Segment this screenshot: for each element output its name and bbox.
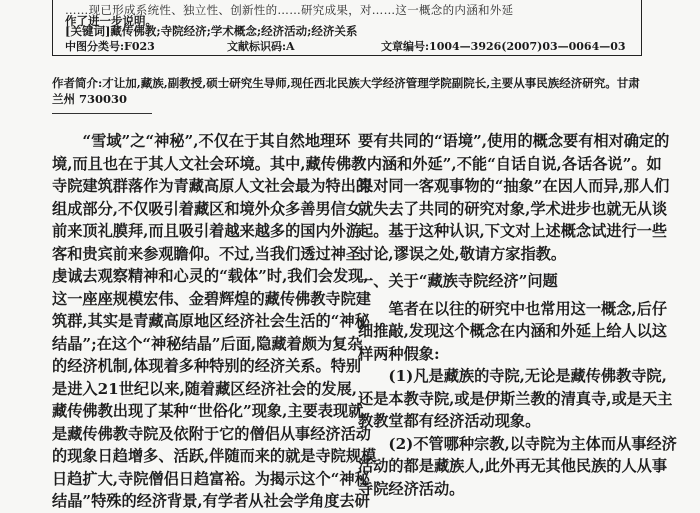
text-line: 就失去了共同的研究对象,学术进步也就无从谈 [358, 199, 668, 218]
text-line: 日趋扩大,寺院僧侣日趋富裕。为揭示这个“神秘 [52, 469, 370, 488]
text-line: 要有共同的“语境”,使用的概念要有相对确定的 [358, 132, 670, 150]
document-code: 文献标识码:A [227, 40, 295, 53]
text-line: 讨论,谬误之处,敬请方家指教。 [358, 244, 567, 263]
text-line: 的经济机制,体现着多种特别的经济关系。特别 [52, 357, 362, 375]
article-number: 文章编号:1004—3926(2007)03—0064—03 [381, 40, 626, 53]
text-line: 笔者在以往的研究中也常用这一概念,后仔 [388, 299, 668, 318]
text-line: 是藏传佛教寺院及依附于它的僧侣从事经济活动 [52, 424, 371, 443]
text-line: 结晶”特殊的经济背景,有学者从社会学角度去研 [52, 492, 370, 510]
text-line: 境,而且也在于其人文社会环境。其中,藏传佛教 [52, 154, 367, 173]
text-line: 细推敲,发现这个概念在内涵和外延上给人以这 [358, 322, 668, 340]
text-line: “内涵和外延”,不能“自话自说,各话各说”。如 [358, 154, 662, 173]
text-line: 结晶”;在这个“神秘结晶”后面,隐藏着颇为复杂 [52, 334, 363, 353]
abstract-box [52, 0, 642, 56]
text-line: 样两种假象: [358, 344, 440, 363]
abstract-text: ……现已形成系统性、独立性、创新性的……研究成果，对……这一概念的内涵和外延 [65, 3, 514, 17]
text-line: 前来顶礼膜拜,而且吸引着越来越多的国内外游 [52, 222, 362, 240]
text-line: 寺院建筑群落作为青藏高原人文社会最为特出的 [52, 177, 371, 195]
text-line: 是进入21世纪以来,随着藏区经济社会的发展, [52, 379, 358, 398]
text-line: (1)凡是藏族的寺院,无论是藏传佛教寺院, [388, 367, 667, 385]
text-line: 教教堂都有经济活动现象。 [358, 412, 541, 430]
text-line: 筑群,其实是青藏高原地区经济社会生活的“神秘 [52, 312, 370, 330]
text-line: 组成部分,不仅吸引着藏区和境外众多善男信女 [52, 199, 362, 218]
text-line: 虔诚去观察精神和心灵的“载体”时,我们会发现, [52, 267, 369, 285]
author-note: 作者简介:才让加,藏族,副教授,硕士研究生导师,现任西北民族大学经济管理学院副院长,主要从事民族经济研究。甘肃 兰州 730030 [52, 76, 640, 106]
text-line: 寺院经济活动。 [358, 479, 465, 498]
right-column [358, 130, 677, 500]
text-line: 起。基于这种认识,下文对上述概念试进行一些 [358, 222, 668, 240]
footnote-rule [52, 113, 152, 114]
text-line: 果对同一客观事物的“抽象”在因人而异,那人们 [358, 177, 670, 195]
left-column [52, 130, 377, 513]
section-heading: 一、关于“藏族寺院经济”问题 [358, 272, 558, 290]
text-line: 还是本教寺院,或是伊斯兰教的清真寺,或是天主 [358, 389, 673, 408]
text-line: 活动的都是藏族人,此外再无其他民族的人从事 [358, 457, 668, 475]
text-line: 客和贵宾前来参观瞻仰。不过,当我们透过神圣、 [52, 244, 377, 263]
text-line: 这一座座规模宏伟、金碧辉煌的藏传佛教寺院建 [52, 289, 371, 308]
clc-number: 中图分类号:F023 [65, 40, 155, 53]
keywords: [关键词]藏传佛教;寺院经济;学术概念;经济活动;经济关系 [65, 24, 358, 38]
text-line: 的现象日趋增多、活跃,伴随而来的就是寺院规模 [52, 447, 377, 465]
abstract-text-end: 作了进一步说明。 [65, 14, 157, 28]
text-line: 藏传佛教出现了某种“世俗化”现象,主要表现就 [52, 402, 364, 420]
text-line: “雪域”之“神秘”,不仅在于其自然地理环 [82, 132, 351, 150]
text-line: (2)不管哪种宗教,以寺院为主体而从事经济 [388, 434, 677, 453]
